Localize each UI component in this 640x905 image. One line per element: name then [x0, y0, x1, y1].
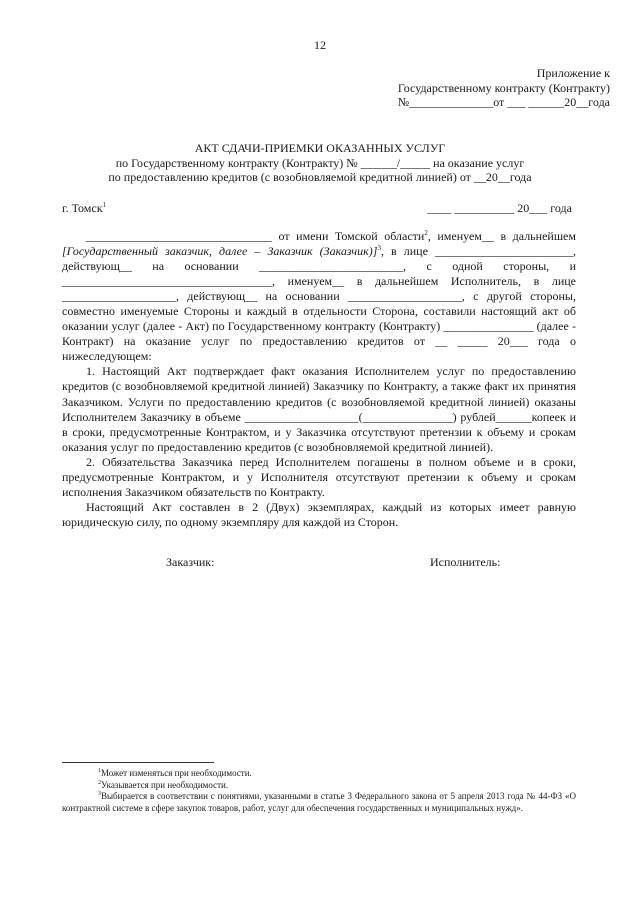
copies-paragraph: Настоящий Акт составлен в 2 (Двух) экземплярах, каждый из которых имеет равную юридическую силу, по одному экземпляру для каждой из Сторон. — [62, 499, 576, 529]
customer-definition: [Государственный заказчик, далее – Заказчик (Заказчик)] — [62, 244, 378, 259]
appendix-line-2: Государственному контракту (Контракту) — [397, 80, 610, 95]
footnotes — [62, 768, 576, 814]
executor-signature-label: Исполнитель: — [430, 555, 501, 569]
city-name: г. Томск — [62, 201, 103, 215]
footnote-3-mark: 3 — [98, 791, 101, 798]
title-line-2: по Государственному контракту (Контракту) № ______/_____ на оказание услуг — [115, 155, 525, 170]
footnote-1-mark: 1 — [98, 768, 101, 774]
act-date: ____ __________ 20___ года — [427, 201, 572, 215]
parties-text-c: , в лице _______________________, действующ__ на основании ________________________, с одной стороны, и ___________________________________, именуем__ в дальнейшем Исполнитель, в лице ___________________, действующ__ на основании ___________________, с другой стороны, совместно именуемые Стороны и каждый в отдельности Сторона, составили настоящий акт об оказании услуг (далее - Акт) по Государственному контракту (Контракту) _______________ (далее - Контракт) на оказание услуг по предоставлению кредитов от __ _____ 20___ года о нижеследующем: — [62, 244, 576, 364]
footnote-ref-2: 2 — [424, 229, 428, 237]
clause-1: 1. Настоящий Акт подтверждает факт оказания Исполнителем услуг по предоставлению кредитов (с возобновляемой кредитной линией) Заказчику по Контракту, а также факт их принятия Заказчиком. Услуги по предоставлению кредитов (с возобновляемой кредитной линией) оказаны Исполнителем Заказчику в объеме ___________________(_______________) рублей______копеек и в сроки, предусмотренные Контрактом, и у Заказчика отсутствуют претензии к объему и срокам оказания услуг по предоставлению кредитов (с возобновляемой кредитной линией). — [62, 364, 576, 454]
footnote-2-mark: 2 — [98, 779, 101, 786]
appendix-note — [398, 66, 610, 110]
clause-2: 2. Обязательства Заказчика перед Исполнителем погашены в полном объеме и в сроки, предусмотренные Контрактом, и у Исполнителя отсутствуют претензии к объему и срокам исполнения Заказчиком обязательств по Контракту. — [62, 454, 576, 499]
footnote-3 — [62, 791, 576, 814]
footnote-ref-3: 3 — [377, 244, 381, 253]
customer-signature-label: Заказчик: — [166, 555, 215, 569]
page-number: 12 — [314, 38, 326, 52]
footnote-separator — [62, 762, 214, 763]
footnote-2 — [62, 780, 576, 792]
document-title — [0, 141, 640, 185]
footnote-2-text: Указывается при необходимости. — [101, 779, 229, 790]
city-place — [62, 201, 106, 216]
parties-text-b: , именуем__ в дальнейшем — [427, 229, 576, 243]
footnote-1-text: Может изменяться при необходимости. — [101, 768, 252, 778]
appendix-line-1: Приложение к — [536, 66, 610, 80]
appendix-line-3: №______________от ___ ______20__года — [397, 95, 610, 109]
parties-paragraph — [62, 229, 576, 364]
act-body — [62, 229, 576, 530]
city-date-row — [62, 201, 572, 216]
title-line-3: по предоставлению кредитов (с возобновляемой кредитной линией) от __20__года — [108, 170, 532, 184]
footnote-3-text: Выбирается в соответствии с понятиями, указанными в статье 3 Федерального закона от 5 апреля 2013 года № 44-ФЗ «О контрактной системе в сфере закупок товаров, работ, услуг для обеспечения государственных и муниципальных нужд». — [62, 791, 576, 813]
parties-text-a: _______________________________ от имени Томской области — [86, 229, 425, 243]
footnote-ref-1: 1 — [102, 201, 107, 209]
footnote-1 — [62, 768, 576, 780]
title-line-1: АКТ СДАЧИ-ПРИЕМКИ ОКАЗАННЫХ УСЛУГ — [194, 141, 446, 155]
